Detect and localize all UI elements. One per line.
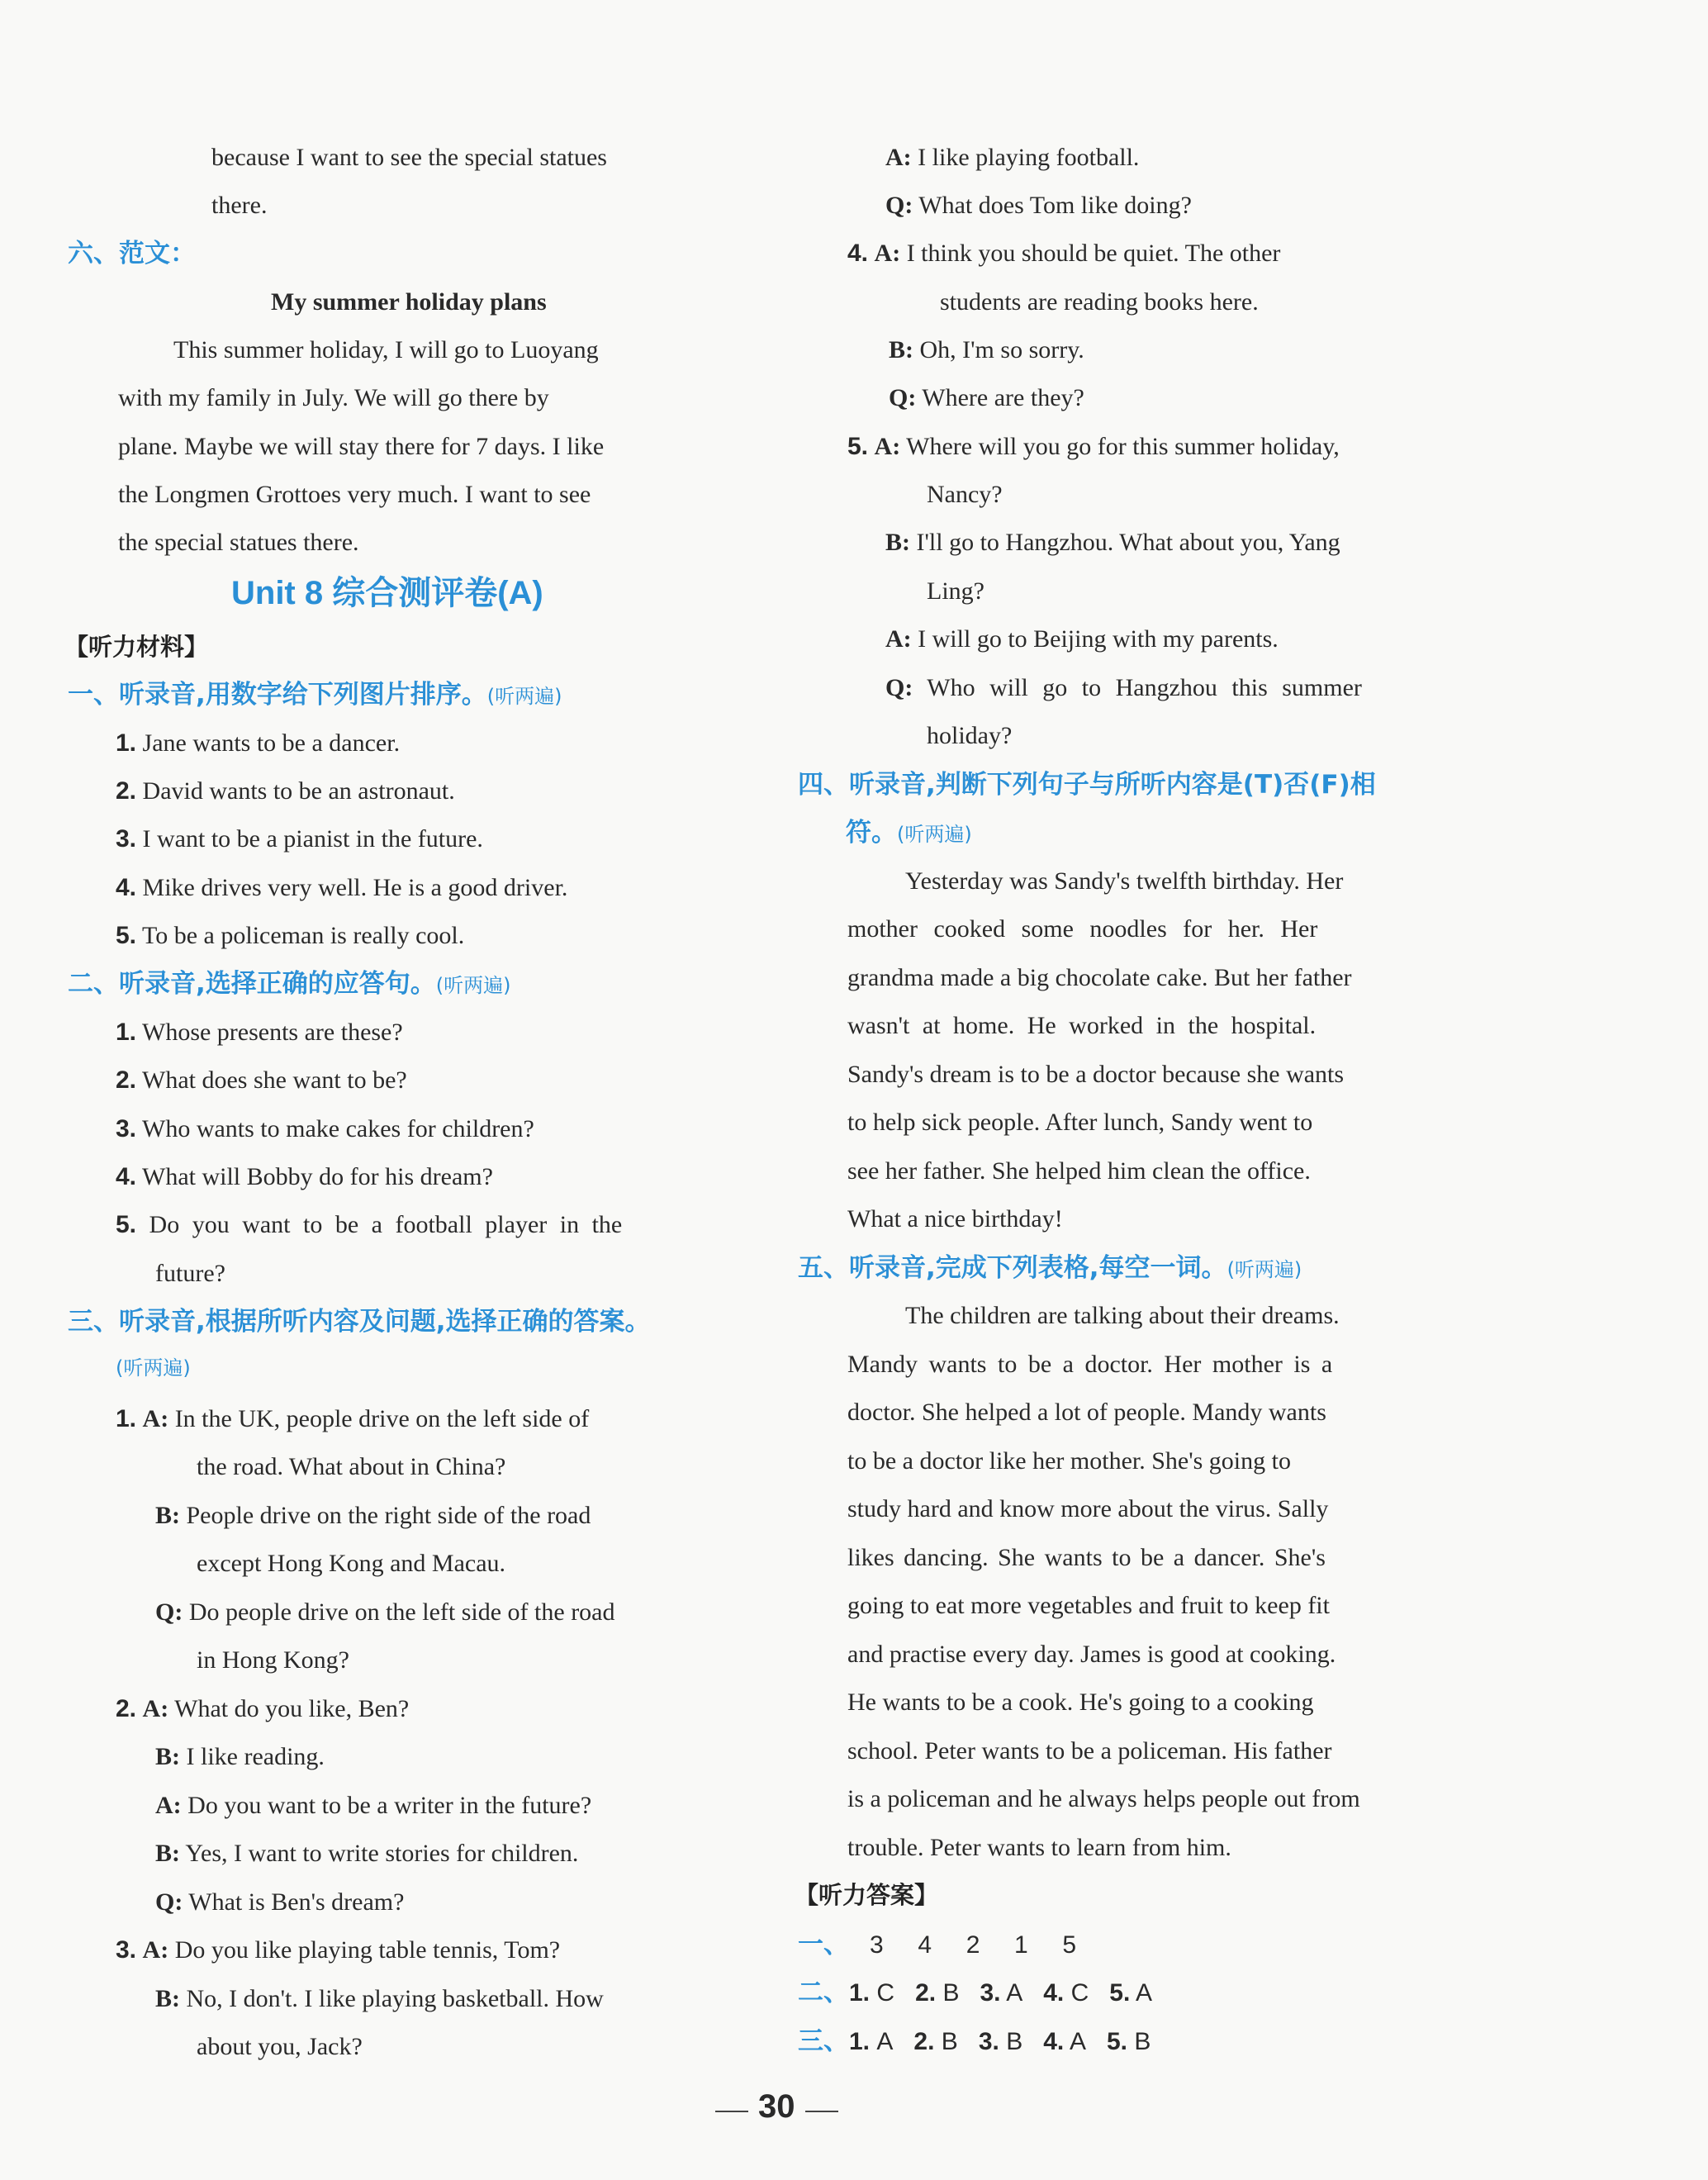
dialogue-line: A: Do you want to be a writer in the future?: [155, 1792, 592, 1819]
passage-line: trouble. Peter wants to learn from him.: [847, 1834, 1231, 1861]
listening-answers-header: 【听力答案】: [795, 1881, 939, 1909]
dialogue-line: 5. A: Where will you go for this summer holiday,: [847, 433, 1340, 460]
list-item-continuation: future?: [155, 1260, 225, 1287]
dialogue-line: 3. A: Do you like playing table tennis, Tom?: [116, 1936, 561, 1964]
dialogue-line: A: I will go to Beijing with my parents.: [885, 625, 1279, 653]
passage-line: Yesterday was Sandy's twelfth birthday. Her: [905, 867, 1344, 895]
answer-row-1: 一、 3 4 2 1 5: [798, 1930, 1077, 1959]
dialogue-line: B: I like reading.: [155, 1743, 325, 1770]
page-footer: [715, 2090, 897, 2123]
passage-line: Mandy wants to be a doctor. Her mother is a: [847, 1351, 1333, 1378]
essay-line: with my family in July. We will go there by: [118, 384, 549, 411]
dialogue-line: the road. What about in China?: [197, 1453, 506, 1480]
answer-row-3: 三、1. A 2. B 3. B 4. A 5. B: [798, 2026, 1151, 2056]
essay-line: the Longmen Grottoes very much. I want to see: [118, 481, 591, 508]
passage-line: school. Peter wants to be a policeman. His father: [847, 1737, 1332, 1764]
essay-continuation-line: because I want to see the special statues: [211, 144, 607, 171]
listen-twice-note: (听两遍): [435, 974, 511, 997]
page-number: 30: [758, 2088, 795, 2125]
list-item: 3. Who wants to make cakes for children?: [116, 1115, 534, 1142]
section-3-heading: 三、听录音,根据所听内容及问题,选择正确的答案。: [68, 1307, 651, 1337]
passage-line: likes dancing. She wants to be a dancer. She's: [847, 1544, 1326, 1571]
list-item: 4. Mike drives very well. He is a good driver.: [116, 874, 568, 901]
dialogue-line: students are reading books here.: [940, 288, 1259, 316]
section-6-heading: 六、范文：: [68, 239, 196, 268]
list-item: 5. To be a policeman is really cool.: [116, 922, 465, 949]
dialogue-line: in Hong Kong?: [197, 1646, 349, 1674]
list-item: 4. What will Bobby do for his dream?: [116, 1163, 493, 1190]
dialogue-line: B: No, I don't. I like playing basketball. How: [155, 1985, 604, 2012]
essay-title: My summer holiday plans: [271, 288, 547, 316]
list-item: 5. Do you want to be a football player in the: [116, 1211, 623, 1238]
answer-row-2: 二、1. C 2. B 3. A 4. C 5. A: [798, 1978, 1153, 2007]
listen-twice-note: (听两遍): [1226, 1258, 1302, 1281]
listening-material-header: 【听力材料】: [64, 633, 209, 661]
essay-line: This summer holiday, I will go to Luoyang: [173, 336, 599, 363]
passage-line: Sandy's dream is to be a doctor because she wants: [847, 1061, 1345, 1088]
section-2-heading: 二、听录音,选择正确的应答句。(听两遍): [68, 969, 511, 999]
section-4-heading: 四、听录音,判断下列句子与所听内容是(T)否(F)相: [798, 770, 1376, 800]
section-1-title: 一、听录音,用数字给下列图片排序。: [68, 680, 487, 710]
passage-line: going to eat more vegetables and fruit to keep fit: [847, 1592, 1330, 1619]
list-item: 1. Whose presents are these?: [116, 1019, 403, 1046]
dialogue-line: Q: What is Ben's dream?: [155, 1888, 405, 1916]
dialogue-line: 2. A: What do you like, Ben?: [116, 1695, 410, 1722]
passage-line: wasn't at home. He worked in the hospital.: [847, 1012, 1317, 1039]
dialogue-line: Q: Where are they?: [889, 384, 1084, 411]
list-item: 3. I want to be a pianist in the future.: [116, 825, 483, 853]
dialogue-line: holiday?: [927, 722, 1013, 749]
unit-title: Unit 8 综合测评卷(A): [231, 575, 543, 611]
passage-line: mother cooked some noodles for her. Her: [847, 915, 1318, 943]
dialogue-line: Q: What does Tom like doing?: [885, 192, 1192, 219]
list-item: 1. Jane wants to be a dancer.: [116, 729, 401, 757]
dialogue-line: A: I like playing football.: [885, 144, 1140, 171]
footer-rule-left: [715, 2111, 748, 2112]
listen-twice-note: (听两遍): [116, 1356, 191, 1380]
essay-line: plane. Maybe we will stay there for 7 days. I like: [118, 433, 605, 460]
dialogue-line: B: Yes, I want to write stories for children.: [155, 1840, 579, 1867]
listen-twice-note: (听两遍): [897, 823, 972, 846]
passage-line: grandma made a big chocolate cake. But her father: [847, 964, 1352, 991]
dialogue-line: Nancy?: [927, 481, 1003, 508]
dialogue-line: Q: Who will go to Hangzhou this summer: [885, 674, 1362, 701]
passage-line: The children are talking about their dreams.: [905, 1302, 1340, 1329]
dialogue-line: 4. A: I think you should be quiet. The other: [847, 240, 1281, 267]
dialogue-line: B: I'll go to Hangzhou. What about you, Yang: [885, 529, 1340, 556]
passage-line: He wants to be a cook. He's going to a cooking: [847, 1688, 1314, 1716]
dialogue-line: 1. A: In the UK, people drive on the left side of: [116, 1405, 590, 1432]
passage-line: is a policeman and he always helps people out from: [847, 1785, 1360, 1812]
dialogue-line: B: Oh, I'm so sorry.: [889, 336, 1084, 363]
passage-line: What a nice birthday!: [847, 1205, 1063, 1232]
footer-rule-right: [805, 2111, 838, 2112]
passage-line: to help sick people. After lunch, Sandy went to: [847, 1109, 1313, 1136]
dialogue-line: B: People drive on the right side of the road: [155, 1502, 591, 1529]
essay-line: the special statues there.: [118, 529, 359, 556]
passage-line: see her father. She helped him clean the office.: [847, 1157, 1311, 1185]
dialogue-line: Q: Do people drive on the left side of the road: [155, 1598, 615, 1626]
dialogue-line: Ling?: [927, 577, 984, 605]
section-5-heading: 五、听录音,完成下列表格,每空一词。(听两遍): [798, 1253, 1302, 1283]
passage-line: and practise every day. James is good at cooking.: [847, 1641, 1336, 1668]
section-4-heading-cont: 符。(听两遍): [846, 818, 972, 848]
section-1-heading: [68, 682, 562, 708]
passage-line: to be a doctor like her mother. She's going to: [847, 1447, 1291, 1475]
dialogue-line: about you, Jack?: [197, 2033, 363, 2060]
passage-line: study hard and know more about the virus. Sally: [847, 1495, 1329, 1522]
list-item: 2. David wants to be an astronaut.: [116, 777, 455, 805]
list-item: 2. What does she want to be?: [116, 1066, 407, 1094]
passage-line: doctor. She helped a lot of people. Mandy wants: [847, 1399, 1326, 1426]
listen-twice-note: (听两遍): [486, 685, 562, 708]
essay-continuation-line: there.: [211, 192, 268, 219]
dialogue-line: except Hong Kong and Macau.: [197, 1550, 506, 1577]
